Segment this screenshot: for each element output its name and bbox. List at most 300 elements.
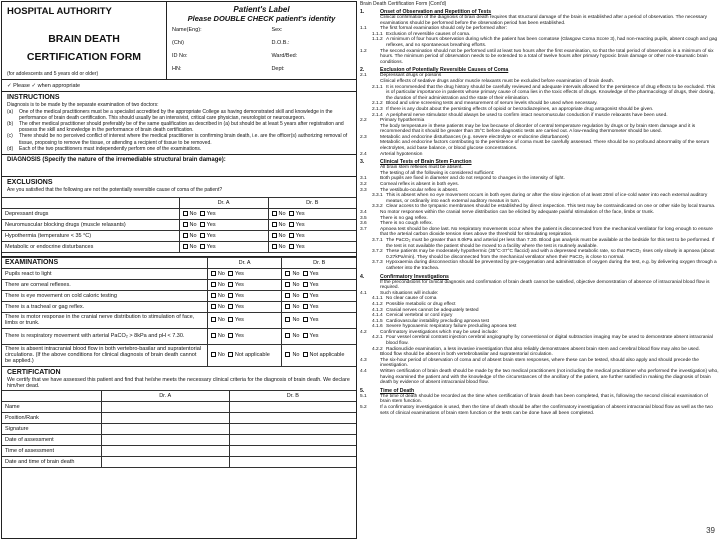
yes-option[interactable] (200, 211, 216, 217)
checkbox-label: Yes (309, 317, 319, 324)
exam-dr-a-check (207, 301, 282, 312)
no-option[interactable] (272, 222, 286, 228)
guidance-line (360, 394, 719, 405)
section-title: Onset of Observation and Repetition of Tests (380, 9, 492, 15)
guidance-line (360, 238, 719, 249)
line-number: 5.2 (360, 405, 367, 410)
line-number (360, 140, 380, 151)
exclusion-dr-b-check (268, 230, 356, 241)
checkbox[interactable] (303, 333, 308, 338)
not-applicable-option[interactable] (303, 352, 345, 358)
instruction-number: (c) (7, 133, 13, 140)
checkbox[interactable] (200, 222, 205, 227)
instruction-item (2, 133, 356, 145)
line-text: Cervical vertebral or cord injury (386, 313, 453, 319)
exam-dr-b-check (282, 279, 356, 290)
field-dept[interactable]: Dept: (271, 66, 285, 72)
yes-option[interactable] (228, 333, 244, 339)
yes-option[interactable] (303, 271, 319, 277)
exam-dr-b-check (282, 344, 356, 366)
line-text: A minimum of four hours observation during which the patient has been comatose (Glasgow Coma Score 3), had non-reacting pupils, absent cough and gag reflexes, and no spontaneous breathing efforts. (386, 37, 718, 48)
examination-label: There is eye movement on cold caloric testing (2, 290, 207, 301)
certification-text: We certify that we have assessed this patient and find that he/she meets the necessary clinical criteria for the diagnosis of brain death. We declare him/her dead. (7, 376, 350, 389)
line-number: 3.7.2 (372, 249, 383, 255)
checkbox[interactable] (285, 271, 290, 276)
examination-row (2, 328, 356, 344)
line-number: 4.2.2 (372, 346, 383, 352)
checkbox-label: No (217, 270, 225, 277)
checkbox-label: Yes (234, 317, 244, 324)
checkbox[interactable] (285, 304, 290, 309)
checkbox-label: No (278, 232, 286, 239)
field-hn[interactable]: HN: (172, 66, 182, 72)
guidance-line (360, 358, 719, 369)
line-number: 3.4 (360, 210, 367, 215)
line-text: Exclusion of reversible causes of coma. (386, 31, 471, 37)
line-number: 3.6 (360, 221, 367, 227)
checkbox-label: No (292, 317, 300, 324)
double-check-note: Please DOUBLE CHECK patient's identity (187, 14, 336, 23)
line-text: Corneal reflex is absent in both eyes. (380, 182, 459, 188)
checkbox-label: Yes (234, 303, 244, 310)
cert-dr-a-field[interactable] (101, 446, 229, 457)
yes-option[interactable] (228, 282, 244, 288)
exclusion-dr-b-check (268, 219, 356, 230)
checkbox[interactable] (285, 317, 290, 322)
examination-label: There is respiratory movement with arterial PaCO₂ > 8kPa and pH < 7.30. (2, 328, 207, 344)
checkbox-label: No (217, 317, 225, 324)
line-text: The first formal examination should only be performed after: (380, 26, 507, 32)
exclusion-dr-b-check (268, 208, 356, 219)
line-number: 4.2 (360, 329, 367, 335)
guidance-line (360, 335, 719, 346)
hospital-authority: HOSPITAL AUTHORITY (7, 6, 112, 17)
cert-row-label: Name (2, 402, 101, 413)
checkbox-label: Yes (309, 303, 319, 310)
line-text: This is absent when no eye movement occurs in both eyes during or after the slow injection of at least 20ml of ice-cold water into each external auditory meatus, or ordinarily into each external auditory meatus in turn. (386, 193, 708, 204)
checkbox[interactable] (183, 233, 188, 238)
no-option[interactable] (272, 244, 286, 250)
line-text: No motor responses within the cranial nerve distribution can be elicited by adequate painful stimulation of the face, limbs or trunk. (380, 210, 655, 215)
line-text: The PaCO₂ must be greater than 8.0kPa and arterial pH less than 7.30. Blood gas analysis must be available at the bedside for this test to be performed. If the test is not available the patient should be moved to a facility where the test is routinely available. (386, 237, 715, 249)
exam-dr-b-check (282, 312, 356, 328)
line-text: The time of death should be recorded as the time when certification of brain death has been completed, that is, following the second clinical examination of brain stem function. (380, 393, 708, 405)
exam-dr-b-check (282, 268, 356, 279)
instruction-text: Each of the two practitioners must independently perform one of the examinations. (19, 145, 202, 152)
no-option[interactable] (183, 211, 197, 217)
yes-option[interactable] (303, 333, 319, 339)
examination-row (2, 312, 356, 328)
line-text: There is no cough reflex. (380, 221, 433, 227)
checkbox[interactable] (272, 211, 277, 216)
cert-dr-a-field[interactable] (101, 457, 229, 468)
no-option[interactable] (285, 352, 299, 358)
line-text: Four vessel cerebral contrast injection cerebral angiography by conventional or digital subtraction imaging may be used to demonstrate absent intracranial blood flow. (386, 335, 713, 347)
guidance-line (360, 49, 719, 66)
cert-row-label: Position/Rank (2, 413, 101, 424)
instruction-text: The other medical practitioner should preferably be of the same qualification as described in (a) but should be at least 5 years after registration and possess the skill and knowledge in the performance of brain death certification. (19, 121, 344, 134)
line-text: There is no gag reflex. (380, 215, 428, 221)
no-option[interactable] (211, 317, 225, 323)
checkbox[interactable] (272, 244, 277, 249)
cert-dr-a-field[interactable] (101, 402, 229, 413)
line-number: 3.7 (360, 226, 367, 232)
field-id-no[interactable]: ID No: (172, 53, 188, 59)
checkbox[interactable] (289, 222, 294, 227)
checkbox[interactable] (211, 352, 216, 357)
line-text: If the preconditions for clinical diagnosis and confirmation of brain death cannot be satisfied, objective demonstration of absence of intracranial blood flow is required. (380, 279, 710, 291)
checkbox[interactable] (228, 293, 233, 298)
cert-dr-a-field[interactable] (101, 424, 229, 435)
exam-dr-a-check (207, 312, 282, 328)
exclusion-dr-a-check (179, 241, 268, 252)
guidance-notes-page (360, 1, 719, 539)
line-number: 3.3.1 (372, 193, 383, 199)
no-option[interactable] (285, 282, 299, 288)
field-ward-bed[interactable]: Ward/Bed: (271, 53, 298, 59)
line-number: 3.3 (360, 187, 367, 193)
instruction-item (2, 146, 356, 152)
yes-option[interactable] (289, 233, 305, 239)
cert-dr-a-header: Dr. A (101, 391, 229, 402)
guidance-line (360, 249, 719, 260)
yes-option[interactable] (289, 211, 305, 217)
no-option[interactable] (211, 352, 225, 358)
checkbox-label: No (278, 243, 286, 250)
yes-option[interactable] (228, 317, 244, 323)
checkbox[interactable] (289, 211, 294, 216)
form-footnote: (for adolescents and 5 years old or older) (7, 71, 99, 77)
line-text: Arterial hypotension (380, 151, 423, 157)
no-option[interactable] (211, 333, 225, 339)
examinations-section (2, 256, 356, 367)
guidance-body (360, 9, 719, 416)
yes-option[interactable] (200, 244, 216, 250)
checkbox[interactable] (211, 317, 216, 322)
no-option[interactable] (285, 293, 299, 299)
line-number: 5.1 (360, 393, 367, 399)
checkbox-label: No (292, 303, 300, 310)
guidance-line (360, 15, 719, 26)
cert-dr-b-field[interactable] (229, 402, 356, 413)
checkbox[interactable] (228, 352, 233, 357)
yes-option[interactable] (228, 304, 244, 310)
checkbox[interactable] (303, 293, 308, 298)
section-title: Confirmatory Investigations (380, 273, 449, 280)
checkbox-label: No (292, 270, 300, 277)
form-title-line2: CERTIFICATION FORM (26, 51, 142, 63)
no-option[interactable] (272, 211, 286, 217)
no-option[interactable] (285, 304, 299, 310)
yes-option[interactable] (289, 222, 305, 228)
instructions-list (2, 109, 356, 152)
checkbox[interactable] (211, 282, 216, 287)
line-text: The testing of all the following is considered sufficient: (380, 170, 495, 176)
line-number: 4.3 (360, 357, 367, 363)
checkbox-label: No (217, 281, 225, 288)
certification-section (2, 367, 356, 468)
line-text: The second examination should not be performed until at least two hours after the first examination, so that the total period of observation is a minimum of six hours. The minimum period of observation needs to be extended to a total of twelve hours after primary hypoxic brain damage or other non-traumatic brain conditions. (380, 48, 714, 65)
checkbox-label: No (278, 210, 286, 217)
line-text: Such situations will include: (380, 290, 439, 296)
no-option[interactable] (183, 222, 197, 228)
field-sex[interactable]: Sex: (271, 27, 283, 33)
examination-label: There are corneal reflexes. (2, 279, 207, 290)
line-text: A peripheral nerve stimulator should always be used to confirm intact neuromuscular conduction if muscle relaxants have been used. (386, 112, 668, 118)
line-number: 4.1.1 (372, 296, 383, 302)
line-number: 4.1.6 (372, 324, 383, 330)
checkbox-label: Yes (234, 281, 244, 288)
checkbox[interactable] (285, 352, 290, 357)
yes-option[interactable] (200, 222, 216, 228)
guidance-line (360, 85, 719, 102)
checkbox[interactable] (289, 233, 294, 238)
examination-row (2, 268, 356, 279)
yes-option[interactable] (303, 282, 319, 288)
no-option[interactable] (211, 293, 225, 299)
section-number: 1. (360, 9, 365, 15)
line-text: All brain stem reflexes must be absent. (380, 165, 463, 171)
examination-label: There is motor response in the cranial nerve distribution to stimulation of face, limbs or trunk. (2, 312, 207, 328)
exclusions-section (2, 176, 356, 253)
line-text: Cranial nerves cannot be adequately tested (386, 307, 479, 313)
checkbox[interactable] (303, 317, 308, 322)
yes-option[interactable] (228, 293, 244, 299)
checkbox[interactable] (289, 244, 294, 249)
checkbox[interactable] (285, 282, 290, 287)
certification-form-page (1, 1, 357, 539)
checkbox[interactable] (183, 211, 188, 216)
instruction-item (2, 121, 356, 133)
no-option[interactable] (285, 317, 299, 323)
exclusions-dr-b-header: Dr. B (268, 197, 356, 208)
checkbox[interactable] (211, 271, 216, 276)
exam-dr-b-check (282, 301, 356, 312)
exclusion-dr-a-check (179, 208, 268, 219)
checkbox[interactable] (228, 317, 233, 322)
patient-label-block (167, 2, 356, 79)
checkbox-label: Yes (206, 232, 216, 239)
yes-option[interactable] (289, 244, 305, 250)
cert-dr-b-field[interactable] (229, 413, 356, 424)
line-number: 2.1.3 (372, 106, 383, 112)
cert-dr-b-field[interactable] (229, 457, 356, 468)
exclusion-row (2, 241, 356, 252)
checkbox[interactable] (303, 304, 308, 309)
line-text: These patients may be moderately hypothermic (35°C-37°C flaccid) and with a depressed metabolic rate, so that PaCO₂ rises only slowly in apnoea (about 0.27kPa/min). They should be disconnected from the mechanical ventilator when their PaCO₂ is close to normal. (386, 249, 715, 260)
checkbox[interactable] (200, 244, 205, 249)
examination-row (2, 344, 356, 366)
field-name-eng[interactable]: Name(Eng): (172, 27, 202, 33)
line-number: 4.1.3 (372, 307, 383, 313)
checkbox-label: Yes (206, 210, 216, 217)
field-dob[interactable]: D.O.B.: (271, 40, 290, 46)
checkbox[interactable] (183, 222, 188, 227)
certification-title: CERTIFICATION (7, 368, 61, 376)
guidance-line (360, 140, 719, 151)
line-number: 2.2 (360, 118, 367, 124)
cert-dr-b-field[interactable] (229, 435, 356, 446)
no-option[interactable] (285, 271, 299, 277)
line-text: Written certification of brain death should be made by the two medical practitioners (not including the medical practitioner who performed the investigation) who, having examined the patient and with the knowledge of the circumstances of the ancillary of the patient, are further satisfied in making the diagnosis of brain death by evidence of absent intracranial blood flow. (380, 369, 719, 386)
no-option[interactable] (211, 304, 225, 310)
checkbox-label: No (217, 303, 225, 310)
instruction-item (2, 109, 356, 121)
examination-row (2, 290, 356, 301)
checkbox-label: Yes (234, 292, 244, 299)
cert-row-label: Date of assessment (2, 435, 101, 446)
line-number: 2.4 (360, 151, 367, 157)
checkbox-label: No (292, 333, 300, 340)
line-number: 1.2 (360, 48, 367, 54)
line-text: If a confirmatory investigation is used, then the time of death should be after the confirmatory investigation of absent intracranial blood flow as well as the two sets of clinical examinations of brain stem function or the tests can be done have all been completed. (380, 405, 713, 416)
line-text: Blood and urine screening tests and measurement of serum levels should be used when necessary. (386, 101, 598, 107)
line-text: Metabolic and endocrine disturbances (e.g. severe electrolyte or endocrine disturbances) (380, 134, 569, 140)
instruction-text: One of the medical practitioners must be a specialist accredited by the appropriate College as having demonstrated skill and knowledge in the performance of brain death certification. This should usually be an intensivist, critical care physician, neurologist or neurosurgeon. (19, 109, 333, 122)
line-number: 3.7.3 (372, 260, 383, 266)
line-number: 4.1 (360, 290, 367, 296)
continued-header: Brain Death Certification Form (Cont'd) (360, 1, 447, 7)
exclusion-row (2, 208, 356, 219)
checkbox-label: Yes (309, 270, 319, 277)
tick-note: ✓ Please ✓ when appropriate (2, 80, 356, 92)
checkbox[interactable] (272, 222, 277, 227)
checkbox[interactable] (285, 333, 290, 338)
checkbox-label: No (292, 281, 300, 288)
checkbox[interactable] (211, 333, 216, 338)
line-number: 3.1 (360, 176, 367, 182)
checkbox-label: Yes (234, 270, 244, 277)
yes-option[interactable] (200, 233, 216, 239)
line-text: No clear cause of coma (386, 296, 437, 302)
checkbox[interactable] (228, 271, 233, 276)
line-number: 1.1 (360, 26, 367, 32)
diagnosis-label[interactable]: DIAGNOSIS (Specify the nature of the irremediable structural brain damage): (7, 156, 226, 163)
line-text: The vestibulo-ocular reflex is absent. (380, 187, 459, 193)
checkbox[interactable] (303, 271, 308, 276)
checkbox-label: No (278, 221, 286, 228)
section-number: 5. (360, 387, 365, 394)
exclusion-dr-a-check (179, 230, 268, 241)
yes-option[interactable] (303, 293, 319, 299)
exclusions-table (2, 197, 356, 253)
instructions-intro: Diagnosis is to be made by the separate examination of two doctors: (7, 102, 159, 108)
instruction-number: (d) (7, 145, 14, 152)
checkbox-label: No (292, 352, 300, 359)
field-name-chi[interactable]: (Chi) (172, 40, 184, 46)
examination-row (2, 301, 356, 312)
line-text: The six-hour period of observation of coma and of absent brain stem responses, where these can be tested, should also apply and should precede the investigation. (380, 357, 699, 369)
instruction-number: (a) (7, 109, 14, 116)
line-number: 3.3.2 (372, 204, 383, 210)
exclusion-row (2, 230, 356, 241)
line-text: Cardiovascular instability precluding apnoea test (386, 318, 489, 324)
checkbox-label: Yes (309, 333, 319, 340)
examinations-table (2, 257, 356, 367)
cert-row (2, 413, 356, 424)
exclusions-dr-a-header: Dr. A (179, 197, 268, 208)
checkbox[interactable] (183, 244, 188, 249)
not-applicable-option[interactable] (228, 352, 270, 358)
examination-row (2, 279, 356, 290)
guidance-line (360, 280, 719, 291)
patient-fields (172, 27, 351, 72)
checkbox[interactable] (303, 282, 308, 287)
form-title-block (2, 2, 167, 79)
cert-dr-a-field[interactable] (101, 413, 229, 424)
section-title: Clinical Tests of Brain Stem Function (380, 159, 472, 166)
line-text: Blood flow should be absent in both vertebrobasilar and supratentorial circulation. (380, 352, 553, 358)
exam-dr-b-check (282, 328, 356, 344)
line-number: 3.2 (360, 182, 367, 188)
line-text: Apnoea test should be done last. No respiratory movements occur when the patient is disconnected from the mechanical ventilator for long enough to ensure that the arterial carbon dioxide tension rises above the threshold for stimulating respiration. (380, 226, 713, 238)
checkbox[interactable] (211, 304, 216, 309)
cert-row-label: Signature (2, 424, 101, 435)
examination-label: There is absent intracranial blood flow in both vertebro-basilar and supratentorial circulations. (If the above conditions for clinical diagnosis of brain death cannot be applied.) (2, 344, 207, 366)
exclusion-row (2, 219, 356, 230)
cert-row (2, 457, 356, 468)
yes-option[interactable] (228, 271, 244, 277)
checkbox[interactable] (200, 233, 205, 238)
cert-dr-b-field[interactable] (229, 424, 356, 435)
yes-option[interactable] (303, 317, 319, 323)
line-number: 2.1 (360, 73, 367, 79)
cert-dr-b-field[interactable] (229, 446, 356, 457)
checkbox[interactable] (228, 333, 233, 338)
no-option[interactable] (272, 233, 286, 239)
line-text: It is recommended that the drug history should be carefully reviewed and adequate intervals allowed for the persistence of drug effects to be excluded. This is of particular importance in patients whose primary cause of coma lies in the toxic effects of drugs. Knowledge of the pharmacology of drugs, their dosing, the duration of their administration and the state of their elimination. (386, 84, 716, 101)
checkbox-label: Not applicable (309, 352, 345, 359)
checkbox-label: No (189, 221, 197, 228)
checkbox-label: No (217, 333, 225, 340)
checkbox-label: Yes (295, 243, 305, 250)
checkbox[interactable] (228, 282, 233, 287)
checkbox[interactable] (285, 293, 290, 298)
cert-dr-a-field[interactable] (101, 435, 229, 446)
checkbox-label: Yes (206, 221, 216, 228)
cert-row-label: Date and time of brain death (2, 457, 101, 468)
cert-dr-b-header: Dr. B (229, 391, 356, 402)
checkbox[interactable] (211, 293, 216, 298)
yes-option[interactable] (303, 304, 319, 310)
checkbox-label: Yes (234, 333, 244, 340)
checkbox[interactable] (200, 211, 205, 216)
checkbox-label: Not applicable (234, 352, 270, 359)
line-text: Severe hypoxaemic respiratory failure precluding apnoea test (386, 324, 517, 330)
no-option[interactable] (211, 282, 225, 288)
line-text: Hypoxaemia during disconnection should be prevented by pre-oxygenation and administration of oxygen during the test, e.g. by delivering oxygen through a catheter into the trachea. (386, 260, 717, 271)
no-option[interactable] (285, 333, 299, 339)
examination-label: There is a tracheal or gag reflex. (2, 301, 207, 312)
examination-label: Pupils react to light (2, 268, 207, 279)
line-text: Radionuclide examination, a less invasive investigation that also reliably demonstrates absent brain stem and cerebral blood flow may also be used. (386, 346, 700, 352)
line-text: Clear access to the tympanic membranes should be established by direct inspection. This test may be contraindicated on one or other side by local trauma. (386, 204, 716, 210)
instruction-number: (b) (7, 121, 14, 128)
checkbox[interactable] (303, 352, 308, 357)
guidance-line (360, 405, 719, 416)
checkbox-label: Yes (295, 232, 305, 239)
line-text: Clinical effects of sedative drugs and/or muscle relaxants must be excluded before examination of brain death. (380, 78, 615, 84)
no-option[interactable] (183, 244, 197, 250)
section-title: Exclusion of Potentially Reversible Causes of Coma (380, 67, 509, 74)
line-number (360, 280, 380, 291)
no-option[interactable] (183, 233, 197, 239)
exam-dr-b-header: Dr. B (282, 257, 356, 268)
no-option[interactable] (211, 271, 225, 277)
checkbox[interactable] (228, 304, 233, 309)
checkbox[interactable] (272, 233, 277, 238)
page-number: 39 (706, 526, 715, 535)
